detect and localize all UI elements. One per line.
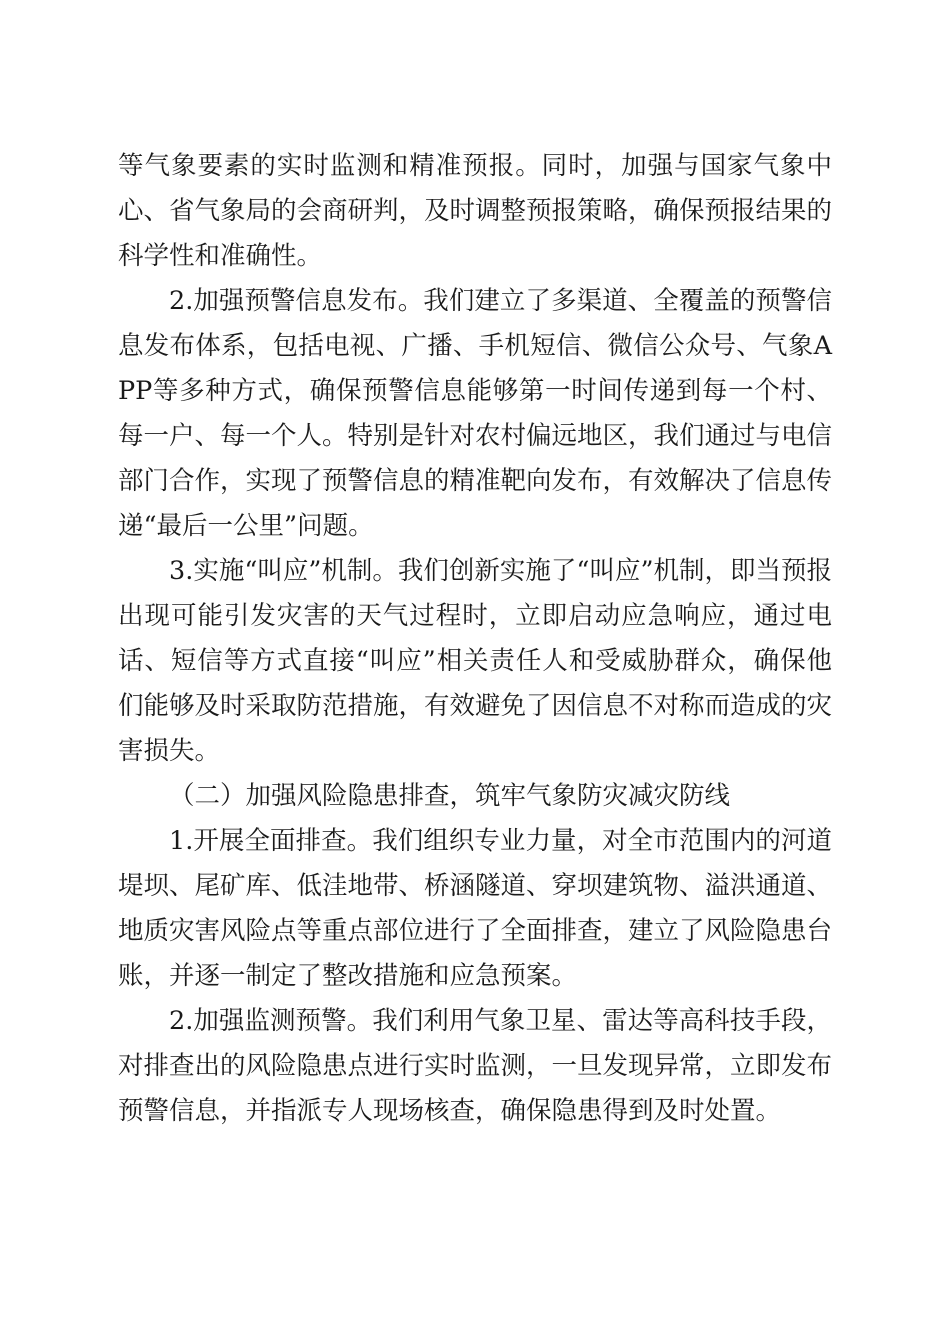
paragraph-call-response: 3.实施“叫应”机制。我们创新实施了“叫应”机制，即当预报出现可能引发灾害的天气过程时，立即启动应急响应，通过电话、短信等方式直接“叫应”相关责任人和受威胁群众，确保他们能够及时采取防范措施，有效避免了因信息不对称而造成的灾害损失。 xyxy=(118,556,833,766)
document-body xyxy=(118,144,832,1134)
paragraph-warning-release: 2.加强预警信息发布。我们建立了多渠道、全覆盖的预警信息发布体系，包括电视、广播、手机短信、微信公众号、气象APP等多种方式，确保预警信息能够第一时间传递到每一个村、每一户、每一个人。特别是针对农村偏远地区，我们通过与电信部门合作，实现了预警信息的精准靶向发布，有效解决了信息传递“最后一公里”问题。 xyxy=(118,286,833,541)
paragraph-full-inspection: 1.开展全面排查。我们组织专业力量，对全市范围内的河道堤坝、尾矿库、低洼地带、桥涵隧道、穿坝建筑物、溢洪通道、地质灾害风险点等重点部位进行了全面排查，建立了风险隐患台账，并逐一制定了整改措施和应急预案。 xyxy=(118,826,833,991)
paragraph-monitoring-warning: 2.加强监测预警。我们利用气象卫星、雷达等高科技手段，对排查出的风险隐患点进行实时监测，一旦发现异常，立即发布预警信息，并指派专人现场核查，确保隐患得到及时处置。 xyxy=(118,1006,833,1126)
section-heading: （二）加强风险隐患排查，筑牢气象防灾减灾防线 xyxy=(169,781,731,811)
paragraph-continuation: 等气象要素的实时监测和精准预报。同时，加强与国家气象中心、省气象局的会商研判，及时调整预报策略，确保预报结果的科学性和准确性。 xyxy=(118,151,833,271)
